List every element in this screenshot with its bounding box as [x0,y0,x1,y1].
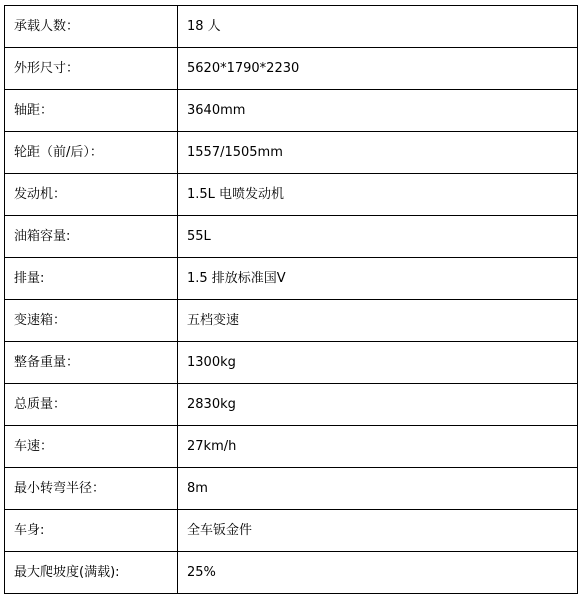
table-row [5,384,578,426]
table-row [5,90,578,132]
table-row [5,216,578,258]
spec-table-body [5,6,578,594]
spec-value: 27km/h [178,426,578,468]
spec-label: 车速： [5,426,178,468]
table-row [5,552,578,594]
table-row [5,174,578,216]
spec-value: 1.5L 电喷发动机 [178,174,578,216]
spec-label: 最大爬坡度(满载): [5,552,178,594]
spec-label: 发动机： [5,174,178,216]
spec-label: 最小转弯半径： [5,468,178,510]
spec-value: 8m [178,468,578,510]
spec-value: 全车钣金件 [178,510,578,552]
spec-label: 轴距： [5,90,178,132]
table-row [5,6,578,48]
spec-label: 车身: [5,510,178,552]
spec-value: 55L [178,216,578,258]
spec-label: 轮距（前/后）： [5,132,178,174]
spec-value: 5620*1790*2230 [178,48,578,90]
spec-label: 外形尺寸： [5,48,178,90]
table-row [5,468,578,510]
table-row [5,258,578,300]
table-row [5,342,578,384]
spec-value: 18 人 [178,6,578,48]
spec-value: 1557/1505mm [178,132,578,174]
spec-table [4,5,578,594]
spec-label: 总质量： [5,384,178,426]
table-row [5,426,578,468]
spec-value: 五档变速 [178,300,578,342]
table-row [5,300,578,342]
spec-value: 1300kg [178,342,578,384]
spec-label: 排量: [5,258,178,300]
spec-value: 3640mm [178,90,578,132]
table-row [5,132,578,174]
spec-value: 1.5 排放标准国Ⅴ [178,258,578,300]
table-row [5,510,578,552]
spec-label: 油箱容量: [5,216,178,258]
spec-label: 承载人数： [5,6,178,48]
spec-label: 变速箱： [5,300,178,342]
spec-value: 25% [178,552,578,594]
table-row [5,48,578,90]
spec-label: 整备重量： [5,342,178,384]
spec-value: 2830kg [178,384,578,426]
